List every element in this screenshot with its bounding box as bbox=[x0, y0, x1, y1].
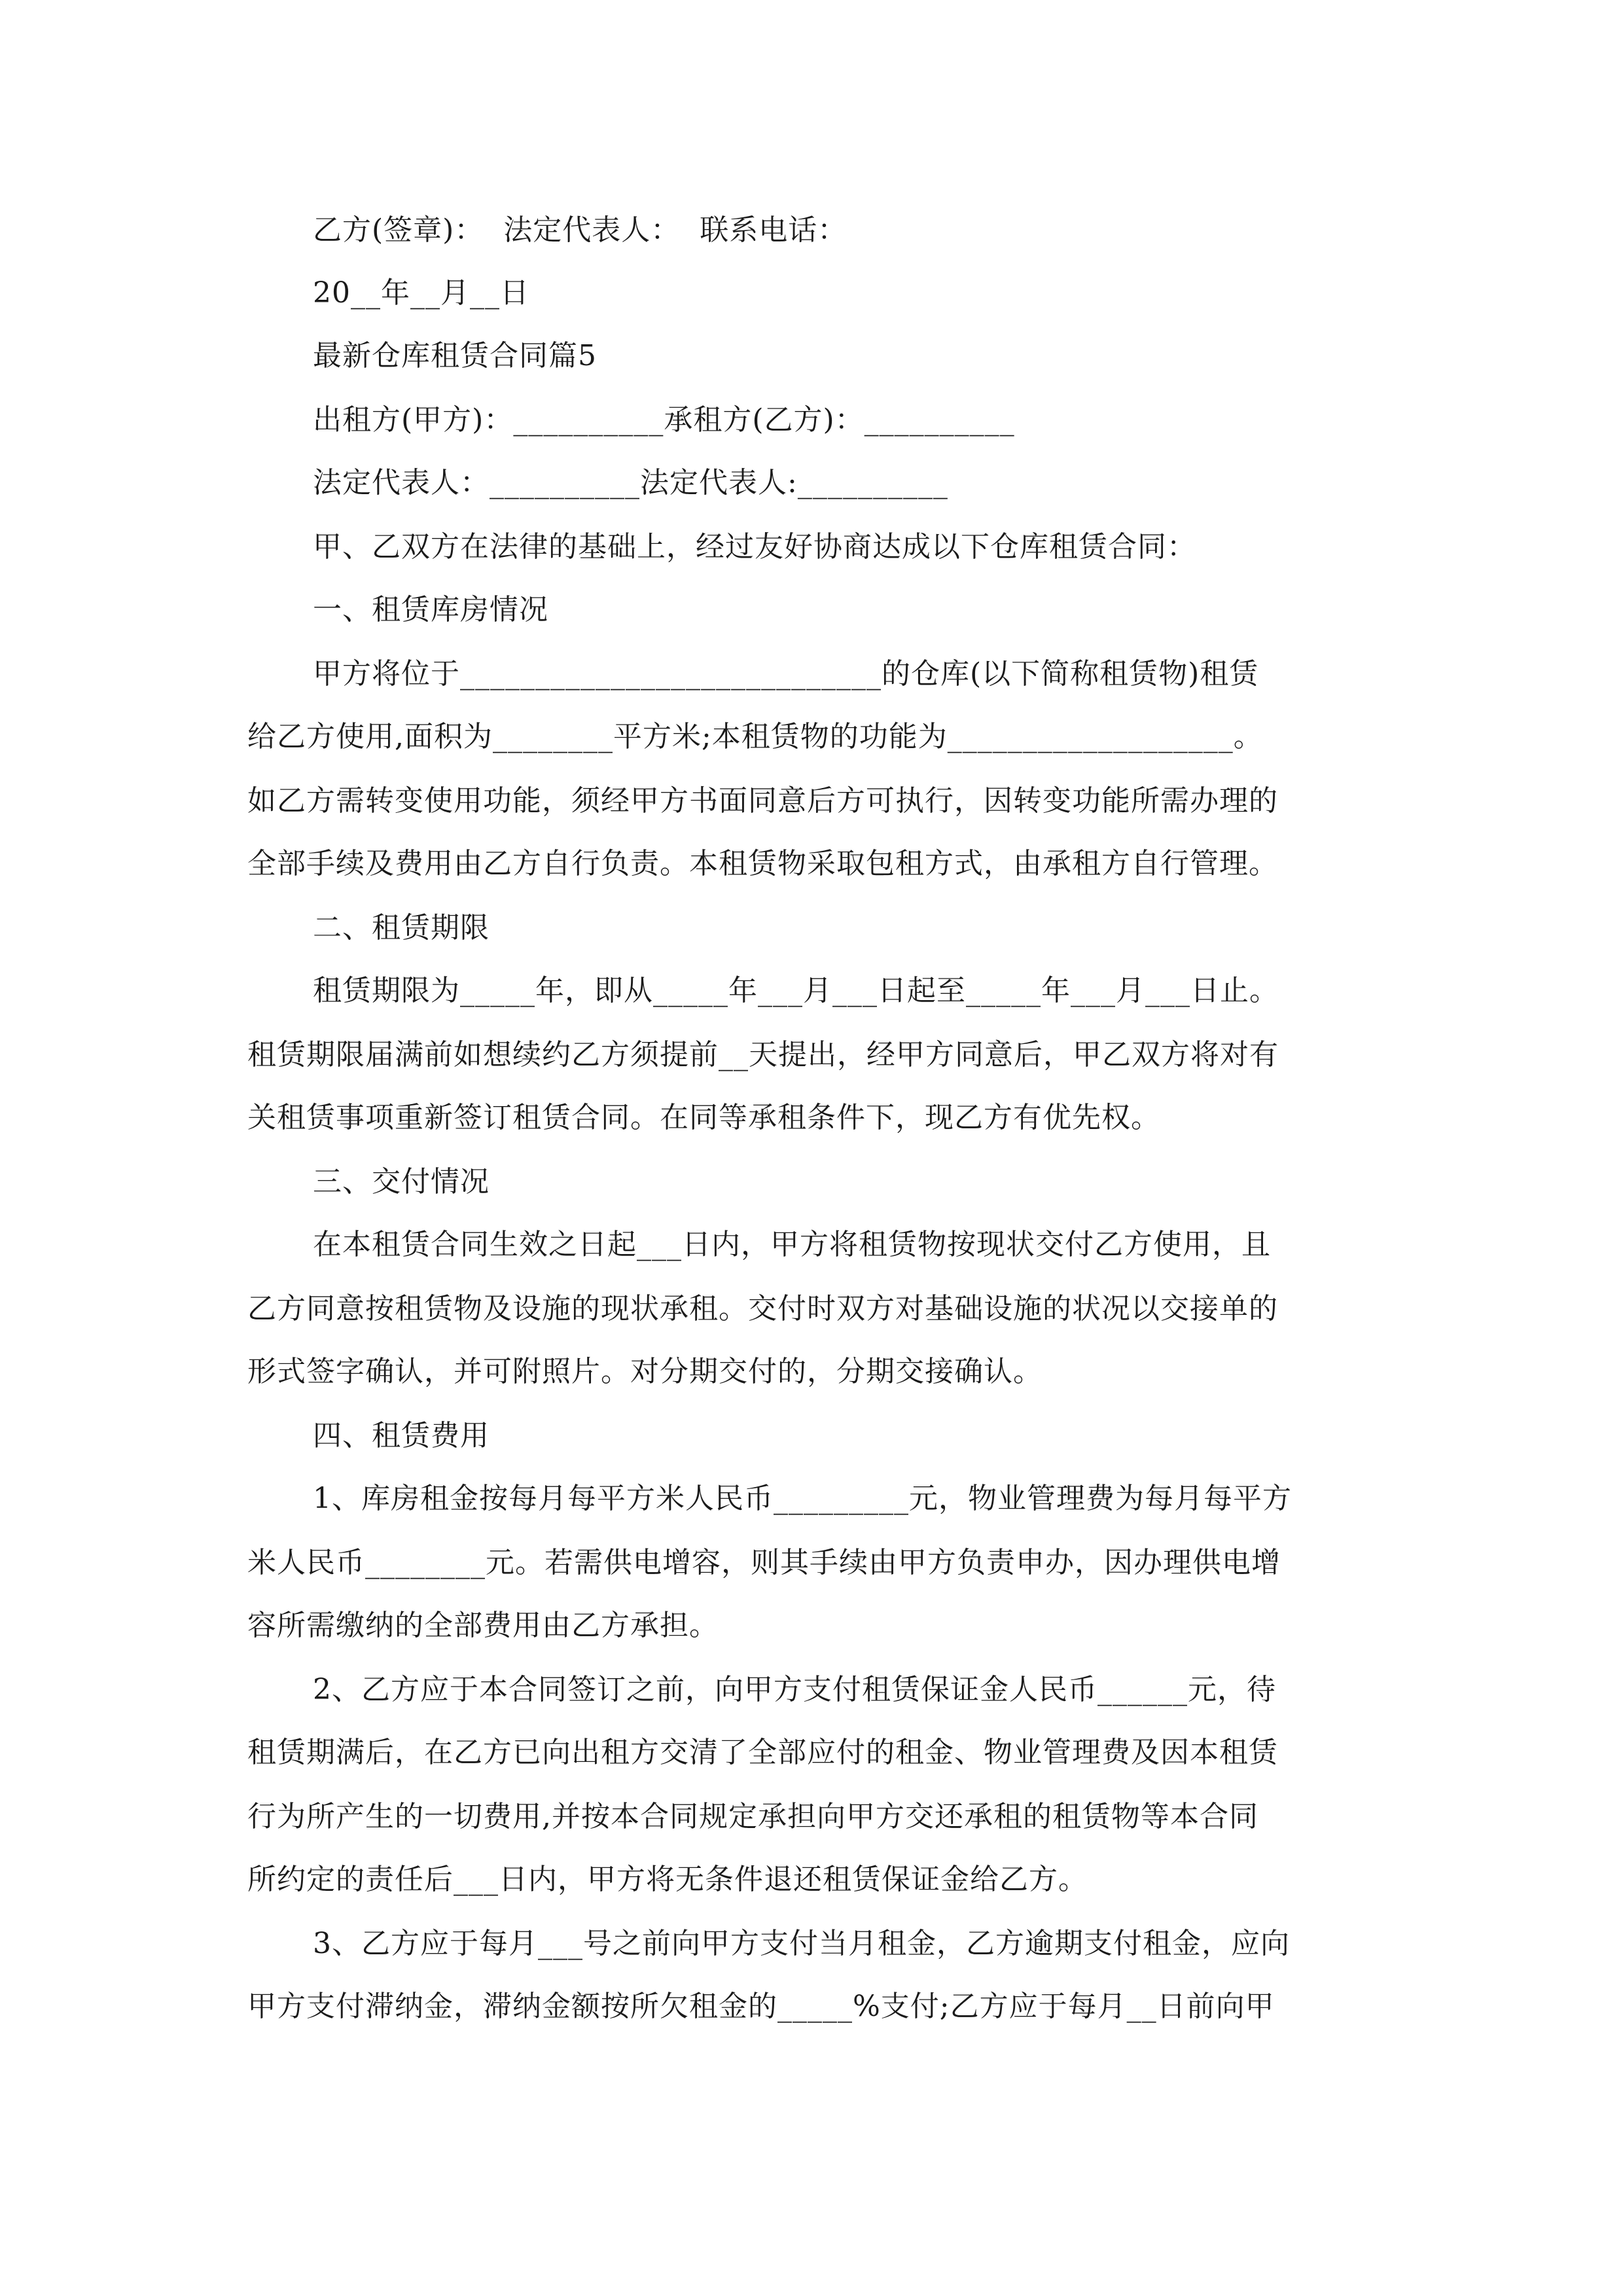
signature-line: 乙方(签章)： 法定代表人： 联系电话： bbox=[313, 213, 847, 247]
paragraph-line: 如乙方需转变使用功能，须经甲方书面同意后方可执行，因转变功能所需办理的 bbox=[247, 784, 1278, 817]
preamble-line: 甲、乙双方在法律的基础上，经过友好协商达成以下仓库租赁合同： bbox=[313, 530, 1196, 564]
paragraph-line: 租赁期满后，在乙方已向出租方交清了全部应付的租金、物业管理费及因本租赁 bbox=[247, 1736, 1278, 1769]
paragraph-line: 乙方同意按租赁物及设施的现状承租。交付时双方对基础设施的状况以交接单的 bbox=[247, 1292, 1278, 1325]
paragraph-line: 在本租赁合同生效之日起___日内，甲方将租赁物按现状交付乙方使用，且 bbox=[313, 1228, 1271, 1261]
paragraph-line: 给乙方使用,面积为________平方米;本租赁物的功能为___________________。 bbox=[247, 720, 1263, 753]
section-heading-1: 一、租赁库房情况 bbox=[313, 593, 548, 626]
paragraph-line: 关租赁事项重新签订租赁合同。在同等承租条件下，现乙方有优先权。 bbox=[247, 1101, 1160, 1134]
paragraph-line: 行为所产生的一切费用,并按本合同规定承担向甲方交还承租的租赁物等本合同 bbox=[247, 1800, 1258, 1833]
section-heading-3: 三、交付情况 bbox=[313, 1165, 490, 1198]
paragraph-line: 租赁期限为_____年，即从_____年___月___日起至_____年___月___日止。 bbox=[313, 974, 1279, 1007]
paragraph-line: 2、乙方应于本合同签订之前，向甲方支付租赁保证金人民币______元，待 bbox=[313, 1673, 1276, 1706]
paragraph-line: 租赁期限届满前如想续约乙方须提前__天提出，经甲方同意后，甲乙双方将对有 bbox=[247, 1038, 1279, 1071]
paragraph-line: 形式签字确认，并可附照片。对分期交付的，分期交接确认。 bbox=[247, 1355, 1043, 1388]
paragraph-line: 3、乙方应于每月___号之前向甲方支付当月租金，乙方逾期支付租金，应向 bbox=[313, 1927, 1290, 1960]
paragraph-line: 容所需缴纳的全部费用由乙方承担。 bbox=[247, 1609, 719, 1642]
paragraph-line: 所约定的责任后___日内，甲方将无条件退还租赁保证金给乙方。 bbox=[247, 1863, 1088, 1896]
representatives-line: 法定代表人：__________法定代表人:__________ bbox=[313, 466, 948, 499]
section-heading-2: 二、租赁期限 bbox=[313, 911, 490, 944]
parties-line: 出租方(甲方)：__________承租方(乙方)：__________ bbox=[313, 403, 1015, 437]
paragraph-line: 甲方支付滞纳金，滞纳金额按所欠租金的_____%支付;乙方应于每月__日前向甲 bbox=[247, 1990, 1275, 2023]
paragraph-line: 甲方将位于____________________________的仓库(以下简称租赁物)租赁 bbox=[313, 657, 1259, 691]
paragraph-line: 米人民币________元。若需供电增容，则其手续由甲方负责申办，因办理供电增 bbox=[247, 1546, 1281, 1579]
paragraph-line: 全部手续及费用由乙方自行负责。本租赁物采取包租方式，由承租方自行管理。 bbox=[247, 847, 1278, 880]
paragraph-line: 1、库房租金按每月每平方米人民币_________元，物业管理费为每月每平方 bbox=[313, 1482, 1292, 1515]
date-line: 20__年__月__日 bbox=[313, 276, 529, 310]
section-heading-4: 四、租赁费用 bbox=[313, 1419, 490, 1452]
contract-title: 最新仓库租赁合同篇5 bbox=[313, 339, 597, 372]
